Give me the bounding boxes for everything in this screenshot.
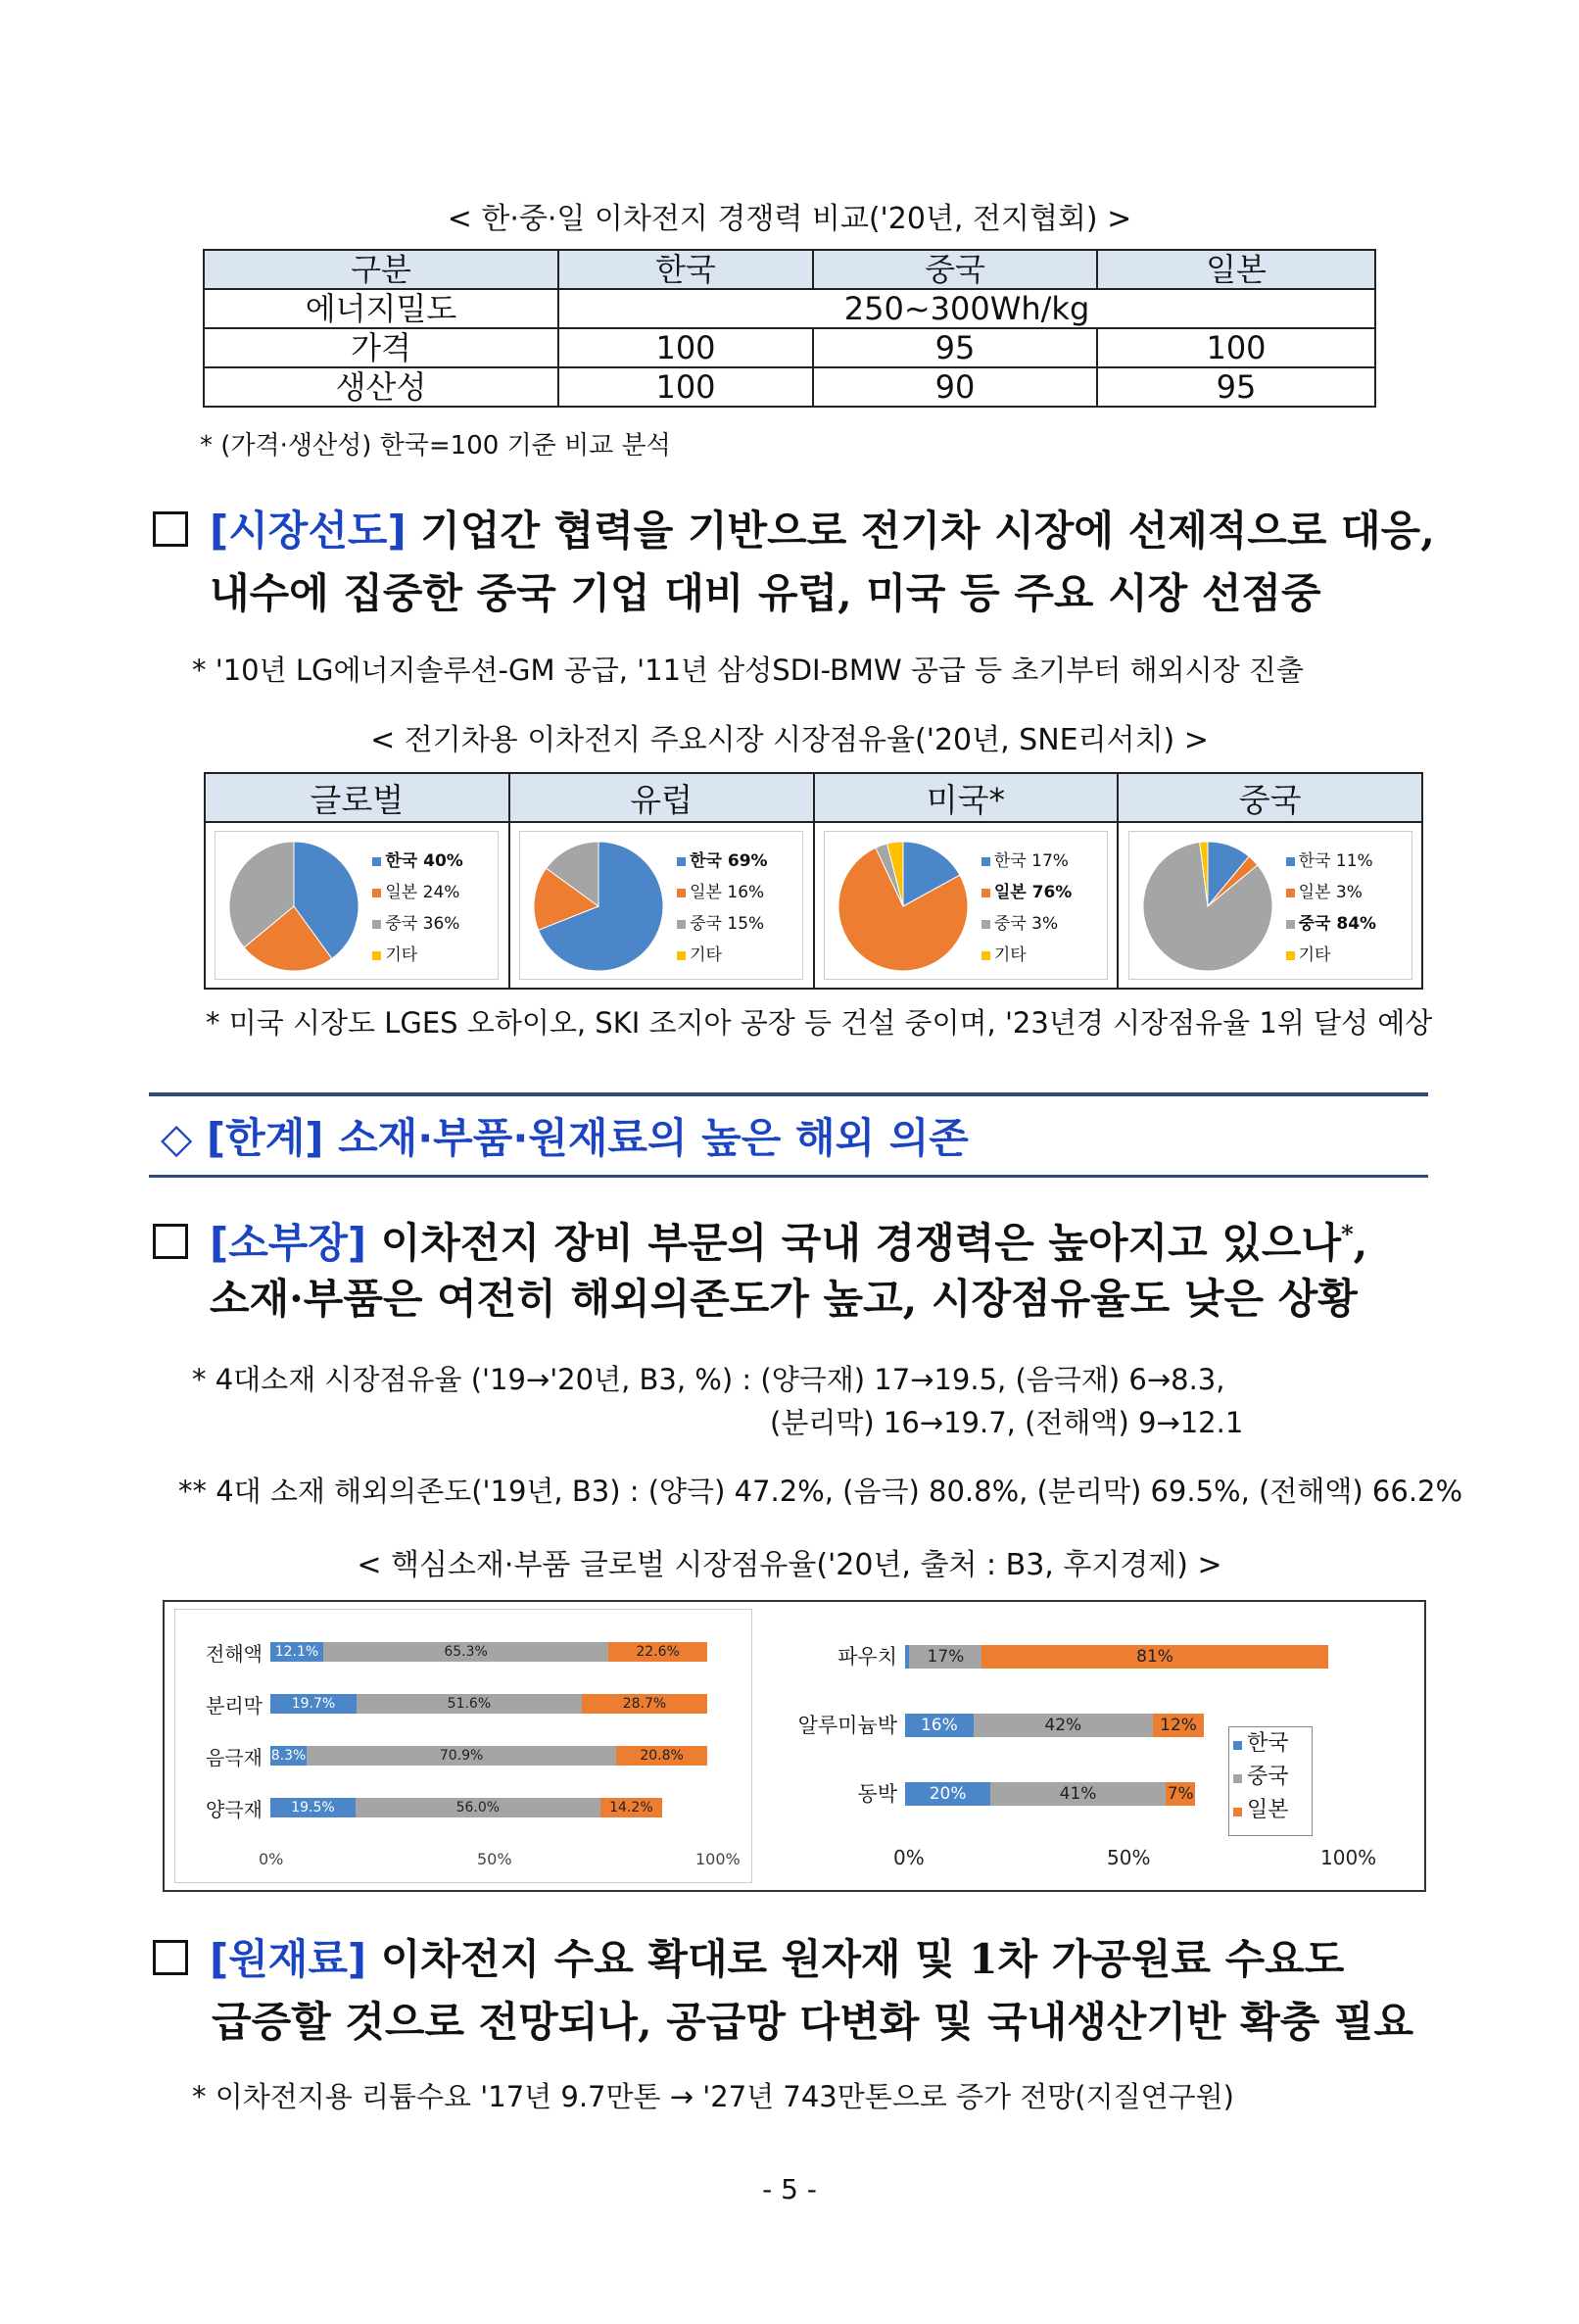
pie-row	[205, 822, 1422, 989]
pie-svg	[225, 838, 362, 975]
bullet-text-end: ,	[1353, 1219, 1368, 1267]
bar-category-label: 파우치	[837, 1645, 897, 1669]
header-cell: 한국	[558, 250, 813, 289]
pie-legend-item	[372, 940, 462, 971]
pie-legend-item	[1286, 940, 1376, 971]
footnote-continued: (분리막) 16→19.7, (전해액) 9→12.1	[770, 1406, 1244, 1439]
bar-category-label: 양극재	[206, 1798, 263, 1821]
bullet-materials-parts	[153, 1203, 1367, 1275]
legend-swatch	[981, 951, 990, 960]
pie-cell	[814, 822, 1119, 989]
x-tick-label: 50%	[477, 1850, 512, 1868]
footnote: ** 4대 소재 해외의존도('19년, B3) : (양극) 47.2%, (음극) 80.8%, (분리막) 69.5%, (전해액) 66.2%	[178, 1475, 1463, 1508]
table-cell: 90	[813, 367, 1097, 407]
bar-segment: 41%	[990, 1782, 1166, 1806]
legend-label: 일본 24%	[385, 883, 460, 902]
bar-category-label: 알루미늄박	[797, 1714, 897, 1737]
legend-swatch	[1233, 1774, 1242, 1783]
table-row	[204, 328, 1375, 367]
legend-label: 기타	[385, 945, 418, 965]
legend-label: 한국 17%	[993, 851, 1069, 871]
header-cell: 미국*	[814, 773, 1119, 822]
bullet-text: 이차전지 수요 확대로 원자재 및 1차 가공원료 수요도	[366, 1935, 1345, 1983]
legend-item-china	[1233, 1761, 1312, 1794]
pie-legend	[677, 846, 767, 971]
legend-swatch	[1286, 951, 1295, 960]
row-label: 에너지밀도	[204, 289, 558, 328]
table-caption-competitiveness: < 한·중·일 이차전지 경쟁력 비교('20년, 전지협회) >	[447, 202, 1132, 236]
bullet-tag: [소부장]	[210, 1219, 367, 1267]
legend-swatch	[1286, 857, 1295, 866]
table-cell: 95	[813, 328, 1097, 367]
checkbox-square-icon	[153, 1940, 188, 1975]
bar-segment: 81%	[981, 1645, 1327, 1669]
pie-legend-item	[981, 940, 1072, 971]
pie-svg	[835, 838, 972, 975]
bar-category-label: 동박	[857, 1782, 897, 1806]
pie-legend	[1286, 846, 1376, 971]
legend-swatch	[1233, 1741, 1242, 1750]
bar-segment: 7%	[1167, 1784, 1194, 1804]
table-row	[204, 367, 1375, 407]
legend-label: 중국 36%	[385, 914, 460, 934]
legend-label: 한국	[1247, 1731, 1289, 1756]
pie-legend-item	[981, 877, 1072, 908]
section-header	[149, 1092, 1428, 1178]
footnote: * 미국 시장도 LGES 오하이오, SKI 조지아 공장 등 건설 중이며, '23년경 시장점유율 1위 달성 예상	[206, 1006, 1433, 1040]
table-cell: 100	[1097, 328, 1375, 367]
bar-segment: 14.2%	[600, 1798, 662, 1817]
legend-label: 한국 11%	[1298, 851, 1373, 871]
bullet-tag: [시장선도]	[210, 507, 407, 555]
legend-label: 한국 40%	[385, 851, 463, 871]
pie-legend-item	[1286, 908, 1376, 940]
bar-category-label: 분리막	[206, 1694, 263, 1718]
market-share-table	[204, 772, 1423, 990]
legend-label: 일본 3%	[1298, 883, 1363, 902]
legend-swatch	[1233, 1808, 1242, 1816]
bar-category-label: 음극재	[206, 1746, 263, 1769]
header-cell: 구분	[204, 250, 558, 289]
bar-segment: 17%	[909, 1645, 981, 1669]
legend-swatch	[981, 920, 990, 929]
checkbox-square-icon	[153, 1224, 188, 1259]
chart-caption: < 핵심소재·부품 글로벌 시장점유율('20년, 출처 : B3, 후지경제) >	[357, 1548, 1222, 1582]
legend-swatch	[981, 889, 990, 897]
legend-swatch	[1286, 920, 1295, 929]
bar-segment: 12.1%	[270, 1642, 323, 1662]
legend-label: 중국 15%	[690, 914, 765, 934]
header-cell: 중국	[813, 250, 1097, 289]
bar-segment: 51.6%	[357, 1694, 582, 1714]
row-label: 생산성	[204, 367, 558, 407]
header-cell: 글로벌	[205, 773, 509, 822]
pie-cell	[509, 822, 814, 989]
pie-legend-item	[677, 846, 767, 877]
pie-legend	[372, 846, 462, 971]
pie-legend-item	[1286, 877, 1376, 908]
pie-legend-item	[677, 940, 767, 971]
bar-segment: 20%	[905, 1782, 990, 1806]
legend-swatch	[372, 889, 381, 897]
footnote: * 이차전지용 리튬수요 '17년 9.7만톤 → '27년 743만톤으로 증가 전망(지질연구원)	[192, 2080, 1234, 2113]
bullet-text-line2: 소재·부품은 여전히 해외의존도가 높고, 시장점유율도 낮은 상황	[210, 1275, 1358, 1323]
bar-segment: 56.0%	[356, 1798, 600, 1817]
pie-chart-china	[1128, 831, 1412, 980]
legend-item-korea	[1233, 1727, 1312, 1761]
legend-swatch	[677, 951, 686, 960]
pie-svg	[530, 838, 667, 975]
bullet-text: 기업간 협력을 기반으로 전기차 시장에 선제적으로 대응,	[406, 507, 1435, 555]
legend-label: 기타	[1298, 945, 1331, 965]
pie-legend-item	[981, 846, 1072, 877]
table-cell: 100	[558, 328, 813, 367]
pie-legend-item	[677, 908, 767, 940]
x-tick-label: 0%	[893, 1846, 925, 1869]
table-caption-market-share: < 전기차용 이차전지 주요시장 시장점유율('20년, SNE리서치) >	[370, 723, 1209, 757]
pie-legend-item	[981, 908, 1072, 940]
pie-svg	[1139, 838, 1276, 975]
header-cell: 일본	[1097, 250, 1375, 289]
legend-label: 중국	[1247, 1765, 1289, 1789]
legend-swatch	[1286, 889, 1295, 897]
bar-segment: 12%	[1153, 1714, 1204, 1737]
bullet-text-line2: 내수에 집중한 중국 기업 대비 유럽, 미국 등 주요 시장 선점중	[210, 569, 1321, 617]
pie-legend-item	[372, 908, 462, 940]
footnote: * (가격·생산성) 한국=100 기준 비교 분석	[200, 431, 671, 460]
legend-swatch	[372, 857, 381, 866]
bar-segment: 42%	[974, 1714, 1153, 1737]
bar-segment: 65.3%	[323, 1642, 608, 1662]
legend-label: 일본 16%	[690, 883, 765, 902]
x-tick-label: 50%	[1107, 1846, 1151, 1869]
footnote: * 4대소재 시장점유율 ('19→'20년, B3, %) : (양극재) 17→19.5, (음극재) 6→8.3,	[192, 1363, 1225, 1396]
x-tick-label: 100%	[1320, 1846, 1377, 1869]
legend-label: 중국 3%	[993, 914, 1059, 934]
bar-category-label: 전해액	[206, 1642, 263, 1666]
table-header-row	[204, 250, 1375, 289]
footnote-marker: *	[1341, 1220, 1354, 1248]
legend-swatch	[677, 889, 686, 897]
bullet-tag: [원재료]	[210, 1935, 367, 1983]
bar-segment: 19.7%	[270, 1694, 357, 1714]
legend-swatch	[372, 920, 381, 929]
competitiveness-table	[203, 249, 1376, 408]
legend-label: 기타	[993, 945, 1027, 965]
legend-label: 일본	[1247, 1798, 1289, 1822]
bar-segment: 19.5%	[270, 1798, 356, 1817]
page-number: - 5 -	[762, 2173, 817, 2205]
legend-label: 한국 69%	[690, 851, 768, 871]
x-tick-label: 100%	[695, 1850, 741, 1868]
pie-legend	[981, 846, 1072, 971]
bullet-text: 이차전지 장비 부문의 국내 경쟁력은 높아지고 있으나	[366, 1219, 1342, 1267]
pie-legend-item	[372, 877, 462, 908]
legend-swatch	[981, 857, 990, 866]
legend-item-japan	[1233, 1794, 1312, 1827]
bar-chart-legend	[1228, 1726, 1313, 1836]
bullet-market-leading	[153, 500, 1435, 562]
legend-swatch	[372, 951, 381, 960]
bullet-raw-materials	[153, 1928, 1344, 1991]
bar-segment: 20.8%	[616, 1746, 707, 1766]
pie-chart-usa	[824, 831, 1108, 980]
pie-legend-item	[677, 877, 767, 908]
row-label: 가격	[204, 328, 558, 367]
footnote: * '10년 LG에너지솔루션-GM 공급, '11년 삼성SDI-BMW 공급 등 초기부터 해외시장 진출	[192, 654, 1304, 687]
bar-segment: 22.6%	[608, 1642, 707, 1662]
section-title: ◇ [한계] 소재·부품·원재료의 높은 해외 의존	[161, 1114, 969, 1162]
pie-chart-europe	[519, 831, 803, 980]
header-cell: 중국	[1118, 773, 1422, 822]
bar-segment: 28.7%	[582, 1694, 707, 1714]
legend-label: 중국 84%	[1298, 914, 1377, 934]
checkbox-square-icon	[153, 511, 188, 547]
pie-cell	[205, 822, 509, 989]
pie-chart-global	[215, 831, 499, 980]
bar-segment: 70.9%	[307, 1746, 616, 1766]
legend-swatch	[677, 920, 686, 929]
legend-swatch	[677, 857, 686, 866]
bar-segment: 16%	[905, 1714, 974, 1737]
pie-cell	[1118, 822, 1422, 989]
header-cell: 유럽	[509, 773, 814, 822]
table-cell: 250~300Wh/kg	[558, 289, 1375, 328]
legend-label: 기타	[690, 945, 722, 965]
bullet-text-line2: 급증할 것으로 전망되나, 공급망 다변화 및 국내생산기반 확충 필요	[212, 1998, 1414, 2046]
legend-label: 일본 76%	[993, 883, 1073, 902]
table-header-row	[205, 773, 1422, 822]
bar-segment: 8.3%	[270, 1748, 307, 1764]
table-cell: 100	[558, 367, 813, 407]
pie-legend-item	[372, 846, 462, 877]
table-row	[204, 289, 1375, 328]
table-cell: 95	[1097, 367, 1375, 407]
pie-legend-item	[1286, 846, 1376, 877]
x-tick-label: 0%	[259, 1850, 284, 1868]
